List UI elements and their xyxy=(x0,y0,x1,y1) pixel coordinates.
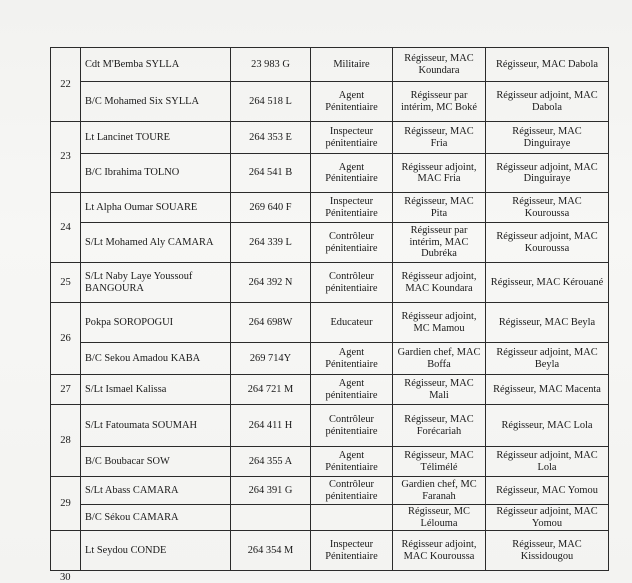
group-number: 24 xyxy=(51,193,81,263)
agent-matricule: 264 339 L xyxy=(231,223,311,263)
agent-matricule: 269 640 F xyxy=(231,193,311,223)
group-number: 28 xyxy=(51,405,81,477)
current-post: Régisseur par intérim, MC Boké xyxy=(393,82,486,122)
agent-matricule: 264 391 G xyxy=(231,477,311,505)
current-post: Régisseur, MAC Pita xyxy=(393,193,486,223)
agent-matricule: 264 353 E xyxy=(231,122,311,154)
agent-name: B/C Sékou CAMARA xyxy=(81,505,231,531)
new-post: Régisseur, MAC Kérouané xyxy=(486,263,609,303)
agent-grade: Contrôleur pénitentiaire xyxy=(311,405,393,447)
agent-grade: Contrôleur pénitentiaire xyxy=(311,263,393,303)
agent-grade: Agent Pénitentiaire xyxy=(311,343,393,375)
agent-grade: Agent Pénitentiaire xyxy=(311,82,393,122)
current-post: Gardien chef, MC Faranah xyxy=(393,477,486,505)
agent-matricule: 264 392 N xyxy=(231,263,311,303)
group-number: 27 xyxy=(51,375,81,405)
new-post: Régisseur, MAC Macenta xyxy=(486,375,609,405)
table-row xyxy=(51,303,609,343)
agent-grade: Agent pénitentiaire xyxy=(311,375,393,405)
group-number: 23 xyxy=(51,122,81,193)
agent-matricule: 264 354 M xyxy=(231,531,311,571)
agent-grade: Militaire xyxy=(311,48,393,82)
agent-grade: Inspecteur Pénitentiaire xyxy=(311,193,393,223)
agent-matricule: 264 518 L xyxy=(231,82,311,122)
group-number: 26 xyxy=(51,303,81,375)
agent-grade: Agent Pénitentiaire xyxy=(311,447,393,477)
new-post: Régisseur adjoint, MAC Dinguiraye xyxy=(486,154,609,193)
new-post: Régisseur adjoint, MAC Lola xyxy=(486,447,609,477)
table-row xyxy=(51,223,609,263)
group-number: 25 xyxy=(51,263,81,303)
current-post: Régisseur adjoint, MAC Fria xyxy=(393,154,486,193)
table-row xyxy=(51,375,609,405)
current-post: Gardien chef, MAC Boffa xyxy=(393,343,486,375)
new-post: Régisseur, MAC Kouroussa xyxy=(486,193,609,223)
table-row xyxy=(51,343,609,375)
group-number: 22 xyxy=(51,48,81,122)
current-post: Régisseur, MAC Koundara xyxy=(393,48,486,82)
new-post: Régisseur, MAC Kissidougou xyxy=(486,531,609,571)
agent-name: B/C Mohamed Six SYLLA xyxy=(81,82,231,122)
table-row xyxy=(51,263,609,303)
current-post: Régisseur, MAC Fria xyxy=(393,122,486,154)
agent-name: S/Lt Fatoumata SOUMAH xyxy=(81,405,231,447)
current-post: Régisseur adjoint, MAC Koundara xyxy=(393,263,486,303)
table-row xyxy=(51,477,609,505)
group-number: 29 xyxy=(51,477,81,531)
agent-name: Cdt M'Bemba SYLLA xyxy=(81,48,231,82)
table-row xyxy=(51,82,609,122)
group-number xyxy=(51,531,81,571)
agent-grade: Educateur xyxy=(311,303,393,343)
table-row xyxy=(51,154,609,193)
assignment-table xyxy=(50,47,609,571)
new-post: Régisseur adjoint, MAC Yomou xyxy=(486,505,609,531)
agent-grade xyxy=(311,505,393,531)
agent-name: S/Lt Mohamed Aly CAMARA xyxy=(81,223,231,263)
new-post: Régisseur, MAC Dinguiraye xyxy=(486,122,609,154)
agent-matricule xyxy=(231,505,311,531)
agent-name: S/Lt Abass CAMARA xyxy=(81,477,231,505)
new-post: Régisseur, MAC Lola xyxy=(486,405,609,447)
new-post: Régisseur, MAC Yomou xyxy=(486,477,609,505)
current-post: Régisseur adjoint, MC Mamou xyxy=(393,303,486,343)
current-post: Régisseur, MAC Télimélé xyxy=(393,447,486,477)
agent-matricule: 269 714Y xyxy=(231,343,311,375)
agent-name: Lt Seydou CONDE xyxy=(81,531,231,571)
agent-matricule: 264 411 H xyxy=(231,405,311,447)
group-number-partial: 30 xyxy=(60,572,71,583)
table-row xyxy=(51,447,609,477)
agent-grade: Agent Pénitentiaire xyxy=(311,154,393,193)
agent-name: Lt Alpha Oumar SOUARE xyxy=(81,193,231,223)
current-post: Régisseur par intérim, MAC Dubréka xyxy=(393,223,486,263)
agent-name: B/C Boubacar SOW xyxy=(81,447,231,477)
table-row xyxy=(51,122,609,154)
agent-name: S/Lt Ismael Kalissa xyxy=(81,375,231,405)
agent-name: Lt Lancinet TOURE xyxy=(81,122,231,154)
new-post: Régisseur, MAC Beyla xyxy=(486,303,609,343)
table-row xyxy=(51,531,609,571)
current-post: Régisseur, MAC Forécariah xyxy=(393,405,486,447)
table-row xyxy=(51,405,609,447)
agent-grade: Inspecteur Pénitentiaire xyxy=(311,531,393,571)
table-row xyxy=(51,505,609,531)
agent-matricule: 264 355 A xyxy=(231,447,311,477)
agent-grade: Contrôleur pénitentiaire xyxy=(311,223,393,263)
agent-name: Pokpa SOROPOGUI xyxy=(81,303,231,343)
agent-matricule: 264 541 B xyxy=(231,154,311,193)
new-post: Régisseur adjoint, MAC Dabola xyxy=(486,82,609,122)
table-row xyxy=(51,193,609,223)
agent-name: B/C Sekou Amadou KABA xyxy=(81,343,231,375)
agent-grade: Inspecteur pénitentiaire xyxy=(311,122,393,154)
current-post: Régisseur adjoint, MAC Kouroussa xyxy=(393,531,486,571)
table-row xyxy=(51,48,609,82)
current-post: Régisseur, MAC Mali xyxy=(393,375,486,405)
agent-name: S/Lt Naby Laye Youssouf BANGOURA xyxy=(81,263,231,303)
new-post: Régisseur adjoint, MAC Kouroussa xyxy=(486,223,609,263)
agent-matricule: 264 698W xyxy=(231,303,311,343)
current-post: Régisseur, MC Lélouma xyxy=(393,505,486,531)
agent-matricule: 23 983 G xyxy=(231,48,311,82)
new-post: Régisseur adjoint, MAC Beyla xyxy=(486,343,609,375)
agent-name: B/C Ibrahima TOLNO xyxy=(81,154,231,193)
agent-matricule: 264 721 M xyxy=(231,375,311,405)
agent-grade: Contrôleur pénitentiaire xyxy=(311,477,393,505)
new-post: Régisseur, MAC Dabola xyxy=(486,48,609,82)
